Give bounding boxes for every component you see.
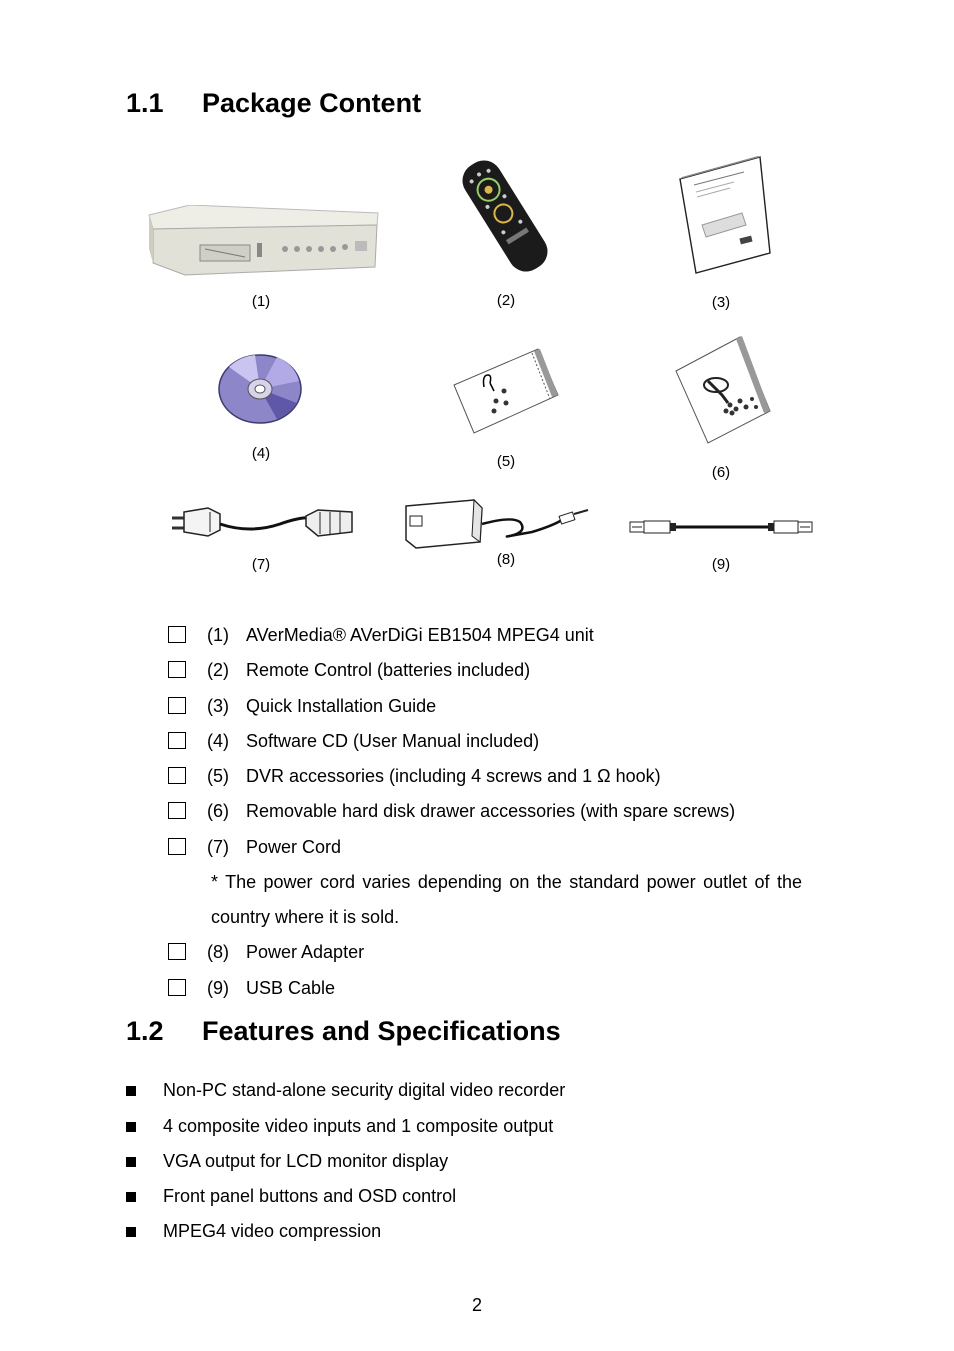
power-cord-image	[170, 500, 356, 542]
section-number: 1.1	[126, 88, 164, 118]
figure-caption: (3)	[711, 294, 731, 311]
figure-caption: (2)	[496, 292, 516, 309]
power-adapter-image	[402, 496, 592, 550]
item-text: Power Cord	[246, 837, 342, 857]
checkbox[interactable]	[168, 767, 186, 784]
checkbox[interactable]	[168, 979, 186, 996]
item-index: (3)	[207, 696, 229, 716]
checkbox[interactable]	[168, 697, 186, 714]
square-bullet-icon	[126, 1157, 136, 1167]
section-heading-features	[126, 1018, 561, 1045]
dvr-unit-image	[145, 205, 380, 277]
checkbox[interactable]	[168, 943, 186, 960]
item-text: Removable hard disk drawer accessories (with spare screws)	[246, 801, 736, 821]
item-index: (4)	[207, 731, 229, 751]
section-heading-package-content	[126, 90, 421, 117]
item-index: (8)	[207, 942, 229, 962]
checkbox[interactable]	[168, 661, 186, 678]
section-number: 1.2	[126, 1016, 164, 1046]
figure-caption: (4)	[251, 445, 271, 462]
square-bullet-icon	[126, 1122, 136, 1132]
item-text: USB Cable	[246, 978, 336, 998]
square-bullet-icon	[126, 1192, 136, 1202]
feature-text: MPEG4 video compression	[163, 1221, 382, 1241]
figure-caption: (5)	[496, 453, 516, 470]
page-number: 2	[471, 1295, 483, 1315]
dvr-accessories-bag-image	[452, 345, 560, 437]
checkbox[interactable]	[168, 802, 186, 819]
item-index: (2)	[207, 660, 229, 680]
item-index: (6)	[207, 801, 229, 821]
item-index: (9)	[207, 978, 229, 998]
section-title: Package Content	[202, 88, 422, 118]
remote-control-image	[455, 157, 555, 275]
figure-caption: (6)	[711, 464, 731, 481]
section-title: Features and Specifications	[202, 1016, 561, 1046]
square-bullet-icon	[126, 1227, 136, 1237]
item-text: Power Adapter	[246, 942, 365, 962]
checkbox[interactable]	[168, 838, 186, 855]
figure-caption: (9)	[711, 556, 731, 573]
item-index: (7)	[207, 837, 229, 857]
usb-cable-image	[628, 516, 816, 538]
checkbox[interactable]	[168, 732, 186, 749]
drawer-accessories-bag-image	[672, 333, 772, 445]
figure-caption: (8)	[496, 551, 516, 568]
feature-text: VGA output for LCD monitor display	[163, 1151, 449, 1171]
square-bullet-icon	[126, 1086, 136, 1096]
feature-text: Front panel buttons and OSD control	[163, 1186, 457, 1206]
item-index: (1)	[207, 625, 229, 645]
item-index: (5)	[207, 766, 229, 786]
checkbox[interactable]	[168, 626, 186, 643]
item-text: Software CD (User Manual included)	[246, 731, 540, 751]
figure-caption: (1)	[251, 293, 271, 310]
item-text: Remote Control (batteries included)	[246, 660, 531, 680]
item-text: Quick Installation Guide	[246, 696, 437, 716]
item-text: AVerMedia® AVerDiGi EB1504 MPEG4 unit	[246, 625, 594, 645]
feature-text: Non-PC stand-alone security digital video recorder	[163, 1080, 566, 1100]
quick-guide-image	[672, 155, 772, 275]
figure-caption: (7)	[251, 556, 271, 573]
software-cd-image	[217, 353, 303, 425]
feature-text: 4 composite video inputs and 1 composite output	[163, 1116, 554, 1136]
item-text: DVR accessories (including 4 screws and 1 Ω hook)	[246, 766, 661, 786]
power-cord-note: * The power cord varies depending on the standard power outlet of the country where it is sold.	[211, 872, 802, 927]
